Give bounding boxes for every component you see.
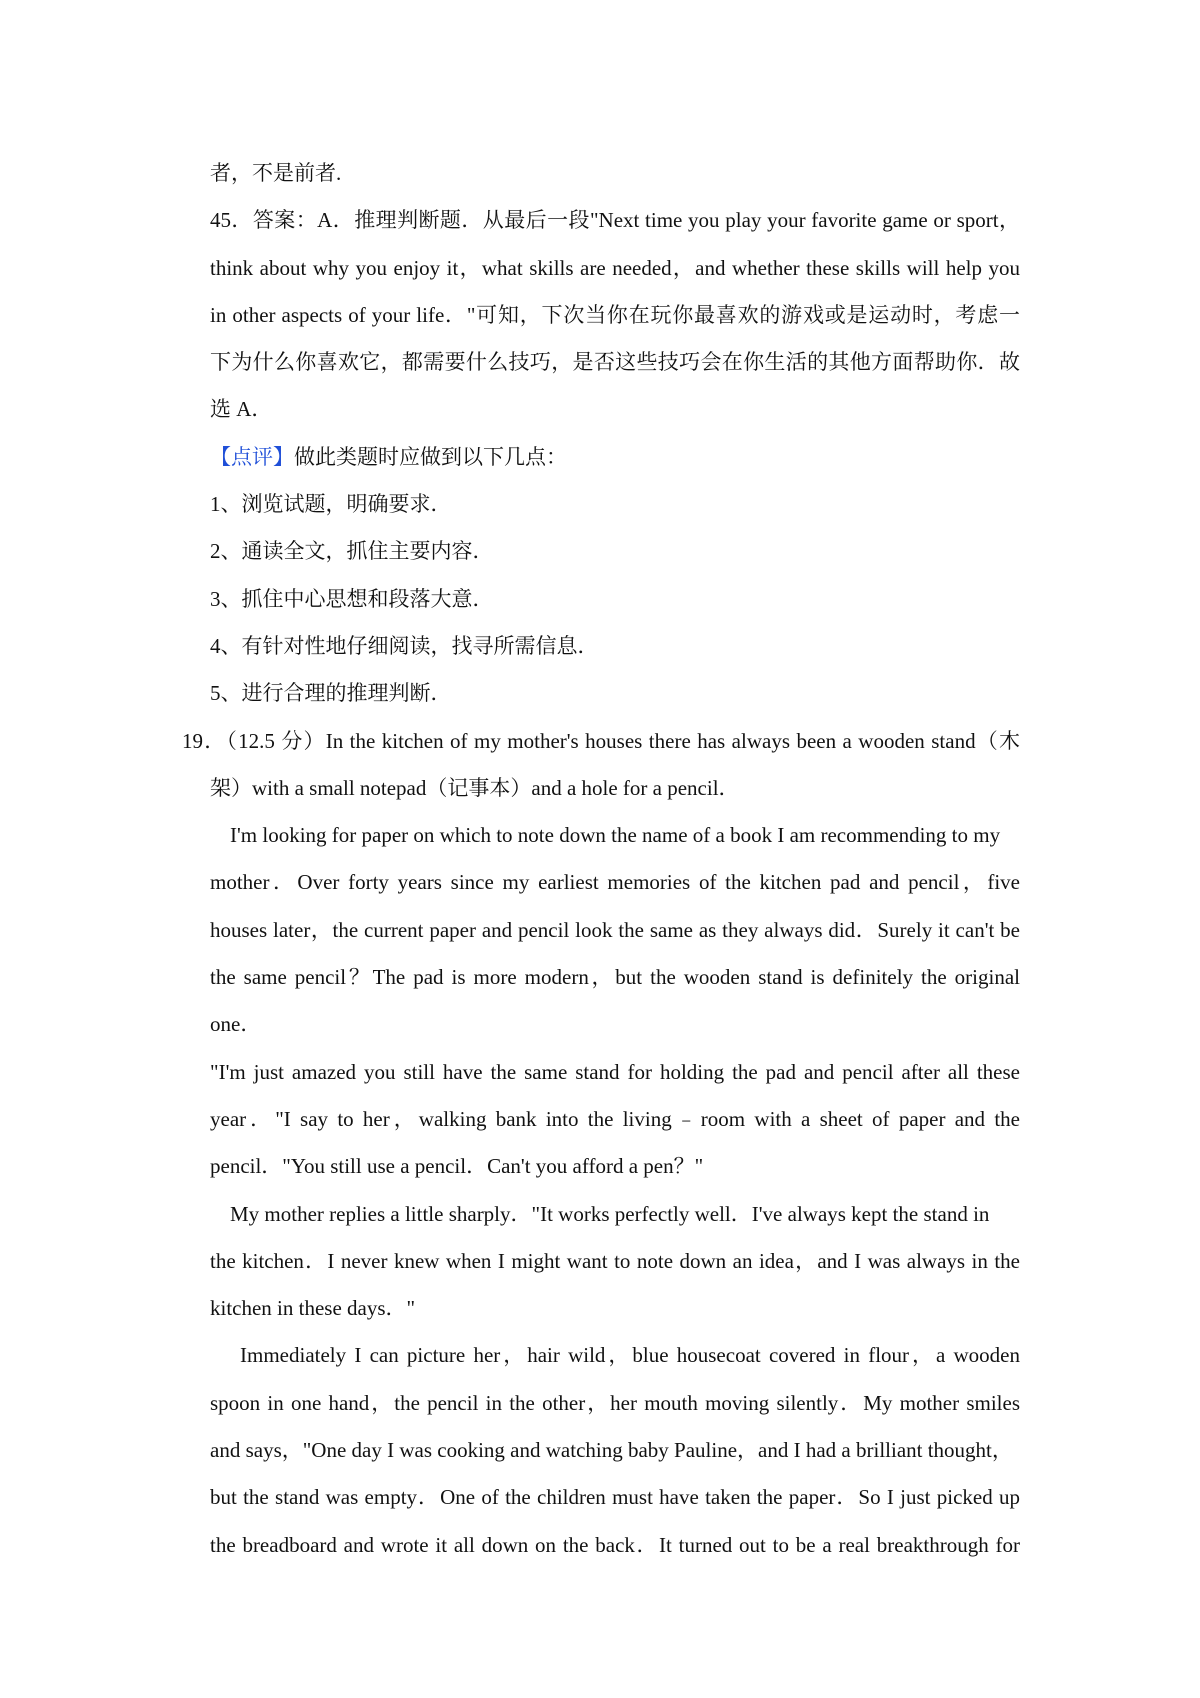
passage-line: My mother replies a little sharply．"It works perfectly well．I've always kept the stand in: [230, 1201, 990, 1226]
passage-line: but the stand was empty．One of the children must have taken the paper．So I just picked up: [210, 1485, 1020, 1510]
passage-line: the same pencil？The pad is more modern，but the wooden stand is definitely the original: [210, 965, 1020, 990]
review-heading: [210, 434, 1020, 481]
review-item: 1、浏览试题，明确要求．: [210, 492, 452, 517]
passage-line: houses later，the current paper and pencil look the same as they always did．Surely it can't be: [210, 917, 1020, 942]
passage-line: Immediately I can picture her，hair wild，blue housecoat covered in flour，a wooden: [240, 1343, 1020, 1368]
passage-line: mother．Over forty years since my earliest memories of the kitchen pad and pencil，five: [210, 870, 1020, 895]
question-19-heading: 19．（12.5 分）In the kitchen of my mother's houses there has always been a wooden stand（木: [182, 728, 1020, 753]
text-line: in other aspects of your life．"可知，下次当你在玩你最喜欢的游戏或是运动时，考虑一: [210, 302, 1020, 327]
passage-line: the breadboard and wrote it all down on the back．It turned out to be a real breakthrough for: [210, 1532, 1020, 1557]
review-item: 2、通读全文，抓住主要内容．: [210, 539, 494, 564]
passage-line: spoon in one hand，the pencil in the other，her mouth moving silently．My mother smiles: [210, 1390, 1020, 1415]
text-line: 45．答案：A．推理判断题．从最后一段"Next time you play your favorite game or sport，: [210, 208, 1020, 233]
review-item: 3、抓住中心思想和段落大意．: [210, 586, 494, 611]
passage-line: "I'm just amazed you still have the same stand for holding the pad and pencil after all these: [210, 1059, 1020, 1084]
passage-line: I'm looking for paper on which to note down the name of a book I am recommending to my: [230, 823, 1001, 848]
passage-line: one．: [210, 1012, 262, 1037]
review-item: 4、有针对性地仔细阅读，找寻所需信息．: [210, 633, 599, 658]
passage-line: pencil．"You still use a pencil．Can't you afford a pen？": [210, 1154, 704, 1179]
passage-line: the kitchen．I never knew when I might want to note down an idea，and I was always in the: [210, 1248, 1020, 1273]
passage-line: 架）with a small notepad（记事本）and a hole for a pencil．: [210, 775, 740, 800]
review-text: 做此类题时应做到以下几点：: [294, 444, 567, 469]
text-line: think about why you enjoy it，what skills are needed，and whether these skills will help you: [210, 255, 1020, 280]
passage-line: year．"I say to her，walking bank into the living﹣room with a sheet of paper and the: [210, 1106, 1020, 1131]
review-item: 5、进行合理的推理判断．: [210, 681, 452, 706]
review-tag: 【点评】: [210, 444, 294, 469]
passage-line: kitchen in these days．": [210, 1296, 416, 1321]
text-line: 下为什么你喜欢它，都需要什么技巧，是否这些技巧会在你生活的其他方面帮助你．故: [210, 350, 1020, 375]
text-line: 者，不是前者.: [210, 161, 342, 185]
page-content: [182, 150, 1020, 1569]
passage-line: and says，"One day I was cooking and watching baby Pauline，and I had a brilliant thought，: [210, 1438, 1013, 1463]
text-line: 选 A．: [210, 397, 273, 422]
